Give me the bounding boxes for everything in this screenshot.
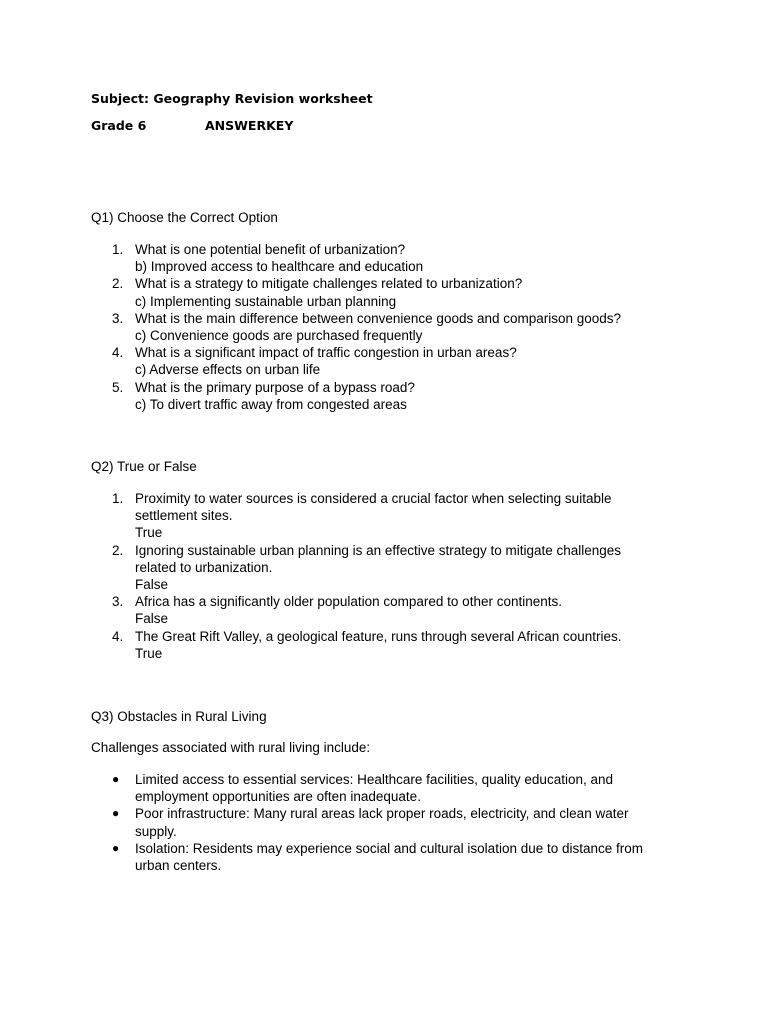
q1-answer: c) To divert traffic away from congested areas	[135, 396, 407, 412]
q2-item-number: 2.	[112, 542, 124, 558]
q1-question: What is a strategy to mitigate challenges related to urbanization?	[135, 276, 523, 292]
q3-title: Q3) Obstacles in Rural Living	[91, 709, 267, 724]
q1-item-number: 2.	[112, 276, 124, 292]
bullet-icon: ●	[112, 840, 120, 855]
q2-statement-line: Ignoring sustainable urban planning is an effective strategy to mitigate challenges	[135, 542, 622, 558]
q1-question: What is one potential benefit of urbanization?	[135, 242, 406, 257]
q1-question: What is a significant impact of traffic congestion in urban areas?	[135, 345, 517, 361]
q3-item-line: urban centers.	[135, 858, 222, 874]
bullet-icon: ●	[112, 806, 120, 821]
q1-question: What is the primary purpose of a bypass road?	[135, 379, 415, 395]
q3-item-line: employment opportunities are often inadequate.	[135, 789, 421, 805]
q2-statement-line: related to urbanization.	[135, 559, 273, 575]
q1-item-number: 3.	[112, 310, 124, 326]
q3-item-line: Poor infrastructure: Many rural areas lack proper roads, electricity, and clean water	[135, 806, 629, 822]
q1-item	[0, 379, 700, 413]
bullet-icon: ●	[112, 772, 120, 786]
q3-bullet-list	[0, 771, 700, 874]
q1-item	[0, 241, 700, 275]
q2-answer: False	[135, 611, 169, 627]
q2-statement-list	[0, 490, 700, 662]
q1-item	[0, 310, 700, 344]
q2-answer: True	[135, 525, 163, 541]
q2-statement-line: Proximity to water sources is considered a crucial factor when selecting suitable	[135, 491, 612, 506]
q3-item-line: Isolation: Residents may experience social and cultural isolation due to distance from	[135, 840, 644, 856]
q1-answer: c) Adverse effects on urban life	[135, 362, 321, 378]
q3-item-line: supply.	[135, 823, 177, 839]
q2-answer: False	[135, 577, 169, 593]
q1-item	[0, 344, 700, 378]
q1-item-number: 4.	[112, 345, 124, 361]
q2-title: Q2) True or False	[91, 459, 197, 474]
q1-item	[0, 275, 700, 309]
q2-statement-line: settlement sites.	[135, 508, 233, 524]
q2-item	[0, 490, 700, 542]
q3-intro: Challenges associated with rural living include:	[91, 740, 371, 755]
q1-item-number: 1.	[112, 242, 124, 257]
q2-item-number: 3.	[112, 594, 124, 610]
q1-title: Q1) Choose the Correct Option	[91, 210, 278, 225]
q2-answer: True	[135, 645, 163, 661]
q3-item	[0, 840, 700, 874]
q2-item	[0, 628, 700, 662]
q2-statement-line: The Great Rift Valley, a geological feature, runs through several African countries.	[135, 628, 622, 644]
answer-key-label: ANSWERKEY	[205, 118, 294, 133]
q1-question: What is the main difference between convenience goods and comparison goods?	[135, 310, 622, 326]
q3-item-line: Limited access to essential services: Healthcare facilities, quality education, and	[135, 772, 613, 787]
q1-answer: b) Improved access to healthcare and education	[135, 259, 424, 275]
q1-question-list	[0, 241, 700, 413]
grade-label: Grade 6	[91, 118, 147, 133]
q1-answer: c) Implementing sustainable urban planning	[135, 293, 397, 309]
q2-item	[0, 542, 700, 594]
q2-statement-line: Africa has a significantly older population compared to other continents.	[135, 594, 562, 610]
subject-heading: Subject: Geography Revision worksheet	[91, 91, 373, 106]
q2-item	[0, 593, 700, 627]
q3-item	[0, 771, 700, 805]
q1-item-number: 5.	[112, 379, 124, 395]
q3-item	[0, 805, 700, 839]
q2-item-number: 4.	[112, 628, 124, 644]
q1-answer: c) Convenience goods are purchased frequently	[135, 328, 423, 344]
q2-item-number: 1.	[112, 491, 124, 506]
